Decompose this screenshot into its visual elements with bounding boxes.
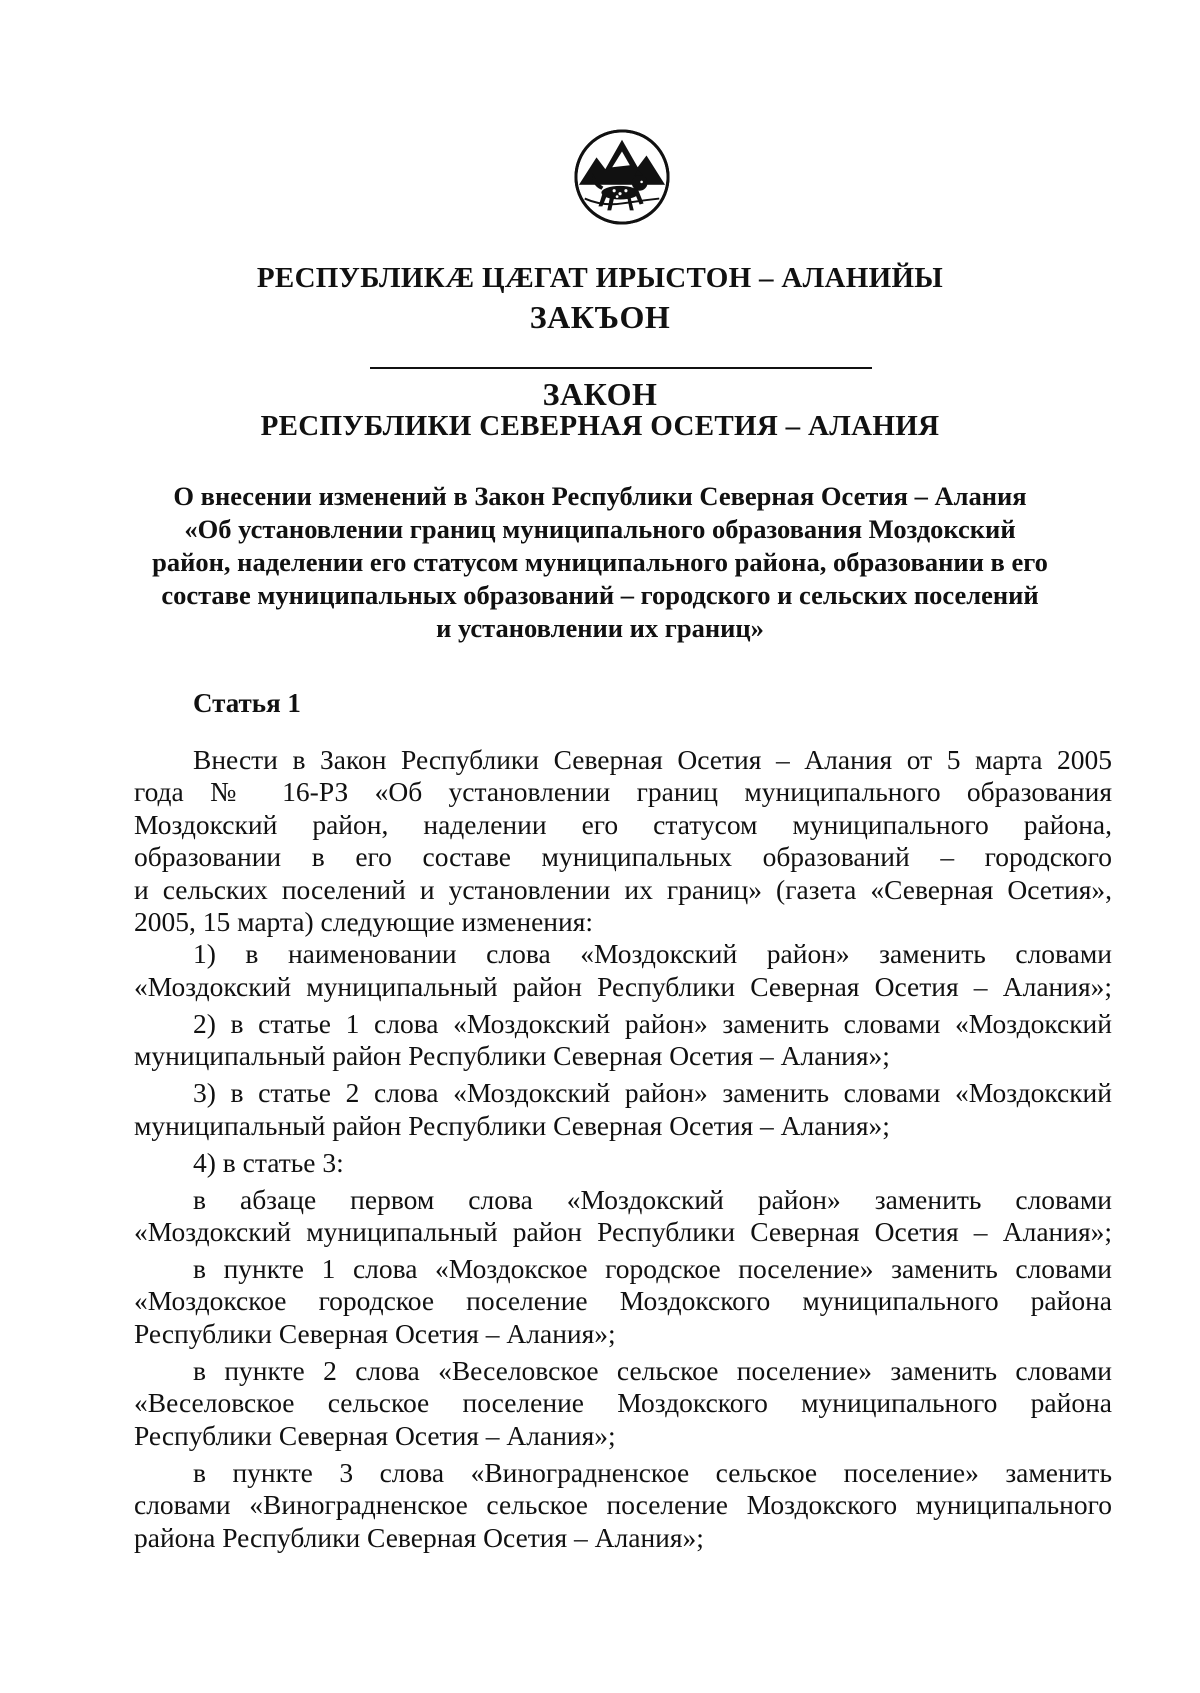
item-1 <box>134 938 1112 1003</box>
text-line: Внести в Закон Республики Северная Осетия – Алания от 5 марта 2005 <box>193 744 1112 775</box>
text-line: в пункте 3 слова «Виноградненское сельское поселение» заменить <box>193 1456 1112 1488</box>
text-line: 4) в статье 3: <box>193 1146 344 1178</box>
text-line: в абзаце первом слова «Моздокский район» заменить словами <box>193 1183 1112 1215</box>
text-line: Республики Северная Осетия – Алания»; <box>134 1419 616 1451</box>
item-4-point-3 <box>134 1457 1112 1554</box>
text-line: 3) в статье 2 слова «Моздокский район» заменить словами «Моздокский <box>193 1077 1112 1109</box>
ossetian-law-heading: ЗАКЪОН <box>529 299 671 335</box>
text-line: 2005, 15 марта) следующие изменения: <box>134 906 594 938</box>
text-line: года № 16-РЗ «Об установлении границ муниципального образования <box>134 776 1112 808</box>
text-line: «Моздокское городское поселение Моздокского муниципального района <box>134 1285 1112 1317</box>
text-line: в пункте 1 слова «Моздокское городское поселение» заменить словами <box>193 1253 1112 1285</box>
intro-paragraph <box>134 744 1112 938</box>
text-line: муниципальный район Республики Северная Осетия – Алания»; <box>134 1109 890 1141</box>
item-2 <box>134 1008 1112 1073</box>
item-4-point-2 <box>134 1355 1112 1452</box>
subject-line: район, наделении его статусом муниципального района, образовании в его <box>152 547 1048 577</box>
item-3 <box>134 1077 1112 1142</box>
text-line: в пункте 2 слова «Веселовское сельское поселение» заменить словами <box>193 1354 1112 1386</box>
article-1-body <box>134 744 1112 1554</box>
article-1-title: Статья 1 <box>193 688 301 718</box>
item-4-point-1 <box>134 1253 1112 1350</box>
text-line: района Республики Северная Осетия – Алания»; <box>134 1521 704 1553</box>
coat-of-arms-emblem <box>573 128 671 226</box>
text-line: Моздокский район, наделении его статусом муниципального района, <box>134 808 1112 840</box>
item-4-paragraph-first <box>134 1184 1112 1249</box>
text-line: «Моздокский муниципальный район Республики Северная Осетия – Алания»; <box>134 1216 1112 1248</box>
text-line: муниципальный район Республики Северная Осетия – Алания»; <box>134 1040 890 1072</box>
divider-line <box>370 367 872 369</box>
item-4 <box>134 1147 1112 1179</box>
subject-line: составе муниципальных образований – городского и сельских поселений <box>161 580 1039 610</box>
text-line: 1) в наименовании слова «Моздокский район» заменить словами <box>193 938 1112 970</box>
text-line: словами «Виноградненское сельское поселение Моздокского муниципального <box>134 1489 1112 1521</box>
text-line: Республики Северная Осетия – Алания»; <box>134 1317 616 1349</box>
ossetian-republic-heading: РЕСПУБЛИКӔ ЦӔГАТ ИРЫСТОН – АЛАНИЙЫ <box>256 262 944 294</box>
russian-law-heading: ЗАКОН <box>542 376 658 412</box>
subject-line: О внесении изменений в Закон Республики Северная Осетия – Алания <box>173 481 1027 511</box>
text-line: «Веселовское сельское поселение Моздокского муниципального района <box>134 1387 1112 1419</box>
law-subject-title <box>130 480 1070 645</box>
text-line: и сельских поселений и установлении их границ» (газета «Северная Осетия», <box>134 873 1112 905</box>
text-line: «Моздокский муниципальный район Республики Северная Осетия – Алания»; <box>134 970 1112 1002</box>
text-line: образовании в его составе муниципальных образований – городского <box>134 841 1112 873</box>
subject-line: «Об установлении границ муниципального образования Моздокский <box>184 514 1016 544</box>
text-line: 2) в статье 1 слова «Моздокский район» заменить словами «Моздокский <box>193 1007 1112 1039</box>
russian-republic-heading: РЕСПУБЛИКИ СЕВЕРНАЯ ОСЕТИЯ – АЛАНИЯ <box>260 410 940 442</box>
subject-line: и установлении их границ» <box>436 613 764 643</box>
